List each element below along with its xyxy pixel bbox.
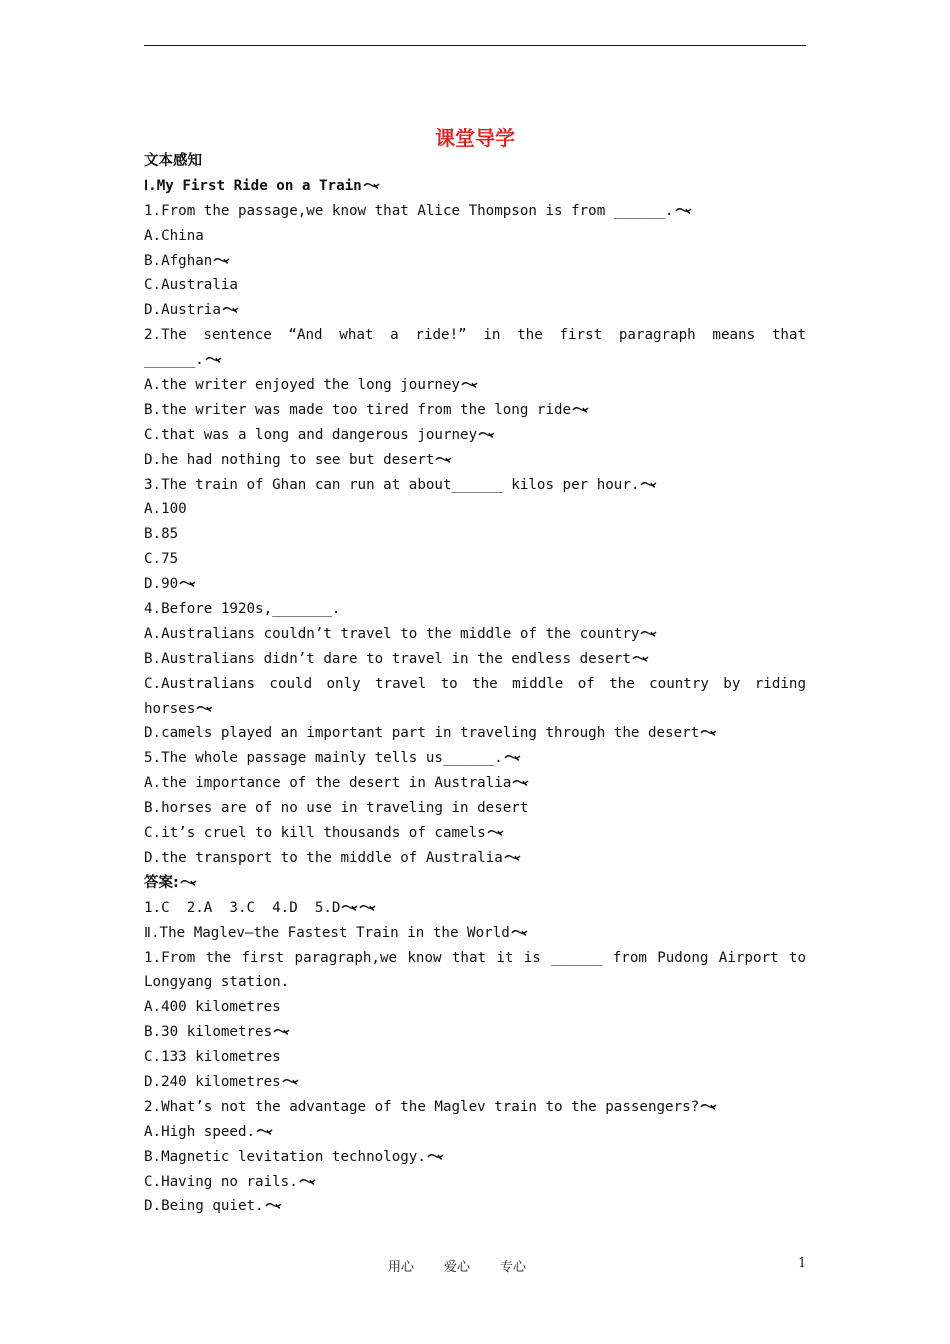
paragraph-mark-icon <box>341 903 358 913</box>
answer-option: A.400 kilometres <box>144 999 281 1016</box>
answer-option: D.Austria <box>144 302 221 319</box>
answer-option: D.he had nothing to see but desert <box>144 451 435 468</box>
paragraph-mark-icon <box>427 1152 444 1162</box>
answer-option: B.Australians didn’t dare to travel in the endless desert <box>144 650 631 667</box>
question-stem: 2.The sentence “And what a ride!” in the first paragraph means that <box>144 327 806 344</box>
answer-option: B.85 <box>144 526 179 543</box>
paragraph-mark-icon <box>196 704 213 714</box>
question-stem: 5.The whole passage mainly tells us______. <box>144 750 503 767</box>
motto-word: 爱心 <box>444 1260 471 1275</box>
paragraph-mark-icon <box>205 355 222 365</box>
section-label: 文本感知 <box>144 153 202 169</box>
paragraph-mark-icon <box>511 928 528 938</box>
paragraph-mark-icon <box>512 778 529 788</box>
answer-option: C.that was a long and dangerous journey <box>144 426 478 443</box>
answer-option: A.the writer enjoyed the long journey <box>144 377 461 394</box>
answer-option: C.133 kilometres <box>144 1049 281 1066</box>
page-number: 1 <box>798 1256 807 1271</box>
answer-option: B.horses are of no use in traveling in desert <box>144 800 529 817</box>
question-stem: 3.The train of Ghan can run at about______ kilos per hour. <box>144 476 640 493</box>
answer-option: A.Australians couldn’t travel to the middle of the country <box>144 625 640 642</box>
question-stem: 1.From the first paragraph,we know that it is ______ from Pudong Airport to <box>144 949 806 966</box>
question-stem: 1.From the passage,we know that Alice Thompson is from ______. <box>144 202 674 219</box>
paragraph-mark-icon <box>675 206 692 216</box>
paragraph-mark-icon <box>273 1027 290 1037</box>
answer-option: D.the transport to the middle of Australia <box>144 849 503 866</box>
paragraph-mark-icon <box>487 828 504 838</box>
answer-option: A.China <box>144 227 204 244</box>
page-title: 课堂导学 <box>435 126 515 150</box>
paragraph-mark-icon <box>478 430 495 440</box>
question-stem-cont: ______. <box>144 352 204 369</box>
paragraph-mark-icon <box>265 1201 282 1211</box>
paragraph-mark-icon <box>640 629 657 639</box>
question-stem-cont: Longyang station. <box>144 974 290 991</box>
question-stem: 4.Before 1920s,_______. <box>144 601 341 618</box>
paragraph-mark-icon <box>180 878 197 888</box>
paragraph-mark-icon <box>222 305 239 315</box>
document-body <box>144 149 806 1219</box>
answer-option: C.75 <box>144 551 179 568</box>
motto-word: 专心 <box>500 1260 527 1275</box>
paragraph-mark-icon <box>572 405 589 415</box>
answer-option: B.Magnetic levitation technology. <box>144 1148 426 1165</box>
answers-label: 答案: <box>144 874 179 891</box>
paragraph-mark-icon <box>504 753 521 763</box>
answer-option: C.it’s cruel to kill thousands of camels <box>144 825 486 842</box>
part2-heading: Ⅱ.The Maglev—the Fastest Train in the World <box>144 924 510 941</box>
paragraph-mark-icon <box>363 181 380 191</box>
paragraph-mark-icon <box>213 256 230 266</box>
answer-option: C.Australia <box>144 277 238 294</box>
answer-option-cont: horses <box>144 700 196 717</box>
paragraph-mark-icon <box>256 1127 273 1137</box>
answer-option: C.Having no rails. <box>144 1173 298 1190</box>
paragraph-mark-icon <box>435 455 452 465</box>
answer-option: B.Afghan <box>144 252 213 269</box>
answer-option: D.240 kilometres <box>144 1073 281 1090</box>
answer-option: D.camels played an important part in traveling through the desert <box>144 725 700 742</box>
footer-motto <box>388 1256 556 1275</box>
paragraph-mark-icon <box>504 853 521 863</box>
question-stem: 2.What’s not the advantage of the Maglev train to the passengers? <box>144 1098 700 1115</box>
paragraph-mark-icon <box>700 728 717 738</box>
answer-option: B.the writer was made too tired from the long ride <box>144 401 572 418</box>
part1-heading: Ⅰ.My First Ride on a Train <box>144 177 362 194</box>
answer-option: A.100 <box>144 501 187 518</box>
paragraph-mark-icon <box>632 654 649 664</box>
paragraph-mark-icon <box>282 1077 299 1087</box>
paragraph-mark-icon <box>299 1177 316 1187</box>
header-rule <box>144 45 806 46</box>
answer-option: A.the importance of the desert in Australia <box>144 775 512 792</box>
paragraph-mark-icon <box>700 1102 717 1112</box>
answer-option: C.Australians could only travel to the middle of the country by riding <box>144 675 806 692</box>
motto-word: 用心 <box>388 1260 415 1275</box>
paragraph-mark-icon <box>359 903 376 913</box>
paragraph-mark-icon <box>461 380 478 390</box>
answer-option: A.High speed. <box>144 1123 256 1140</box>
paragraph-mark-icon <box>179 579 196 589</box>
answer-option: D.90 <box>144 576 179 593</box>
answer-key: 1.C 2.A 3.C 4.D 5.D <box>144 899 341 916</box>
answer-option: B.30 kilometres <box>144 1024 273 1041</box>
paragraph-mark-icon <box>640 480 657 490</box>
answer-option: D.Being quiet. <box>144 1198 264 1215</box>
